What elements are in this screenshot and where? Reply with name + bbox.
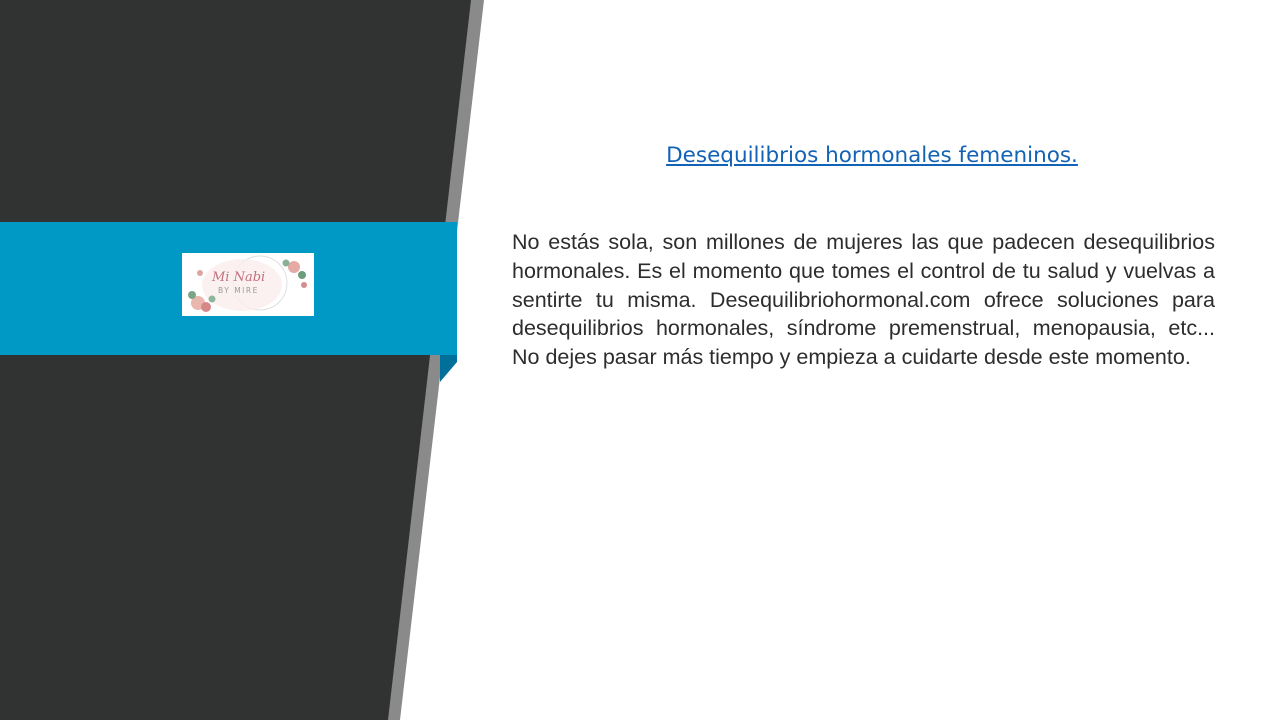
- title-link[interactable]: Desequilibrios hormonales femeninos.: [666, 143, 1078, 168]
- blue-band-fold: [440, 355, 457, 382]
- logo-script-text: Mi Nabi: [212, 270, 266, 285]
- logo-sub-text: BY MIRE: [218, 286, 259, 295]
- logo-image: [182, 253, 314, 316]
- dark-panel: [0, 0, 471, 720]
- brand-logo: [182, 253, 314, 316]
- body-paragraph: No estás sola, son millones de mujeres las que padecen desequilibrios hormonales. Es el momento que tomes el control de tu salud y vuelvas a sentirte tu misma. Desequilibriohormonal.com ofrece soluciones para desequilibrios hormonales, síndrome premenstrual, menopausia, etc... No dejes pasar más tiempo y empieza a cuidarte desde este momento.: [512, 230, 1215, 370]
